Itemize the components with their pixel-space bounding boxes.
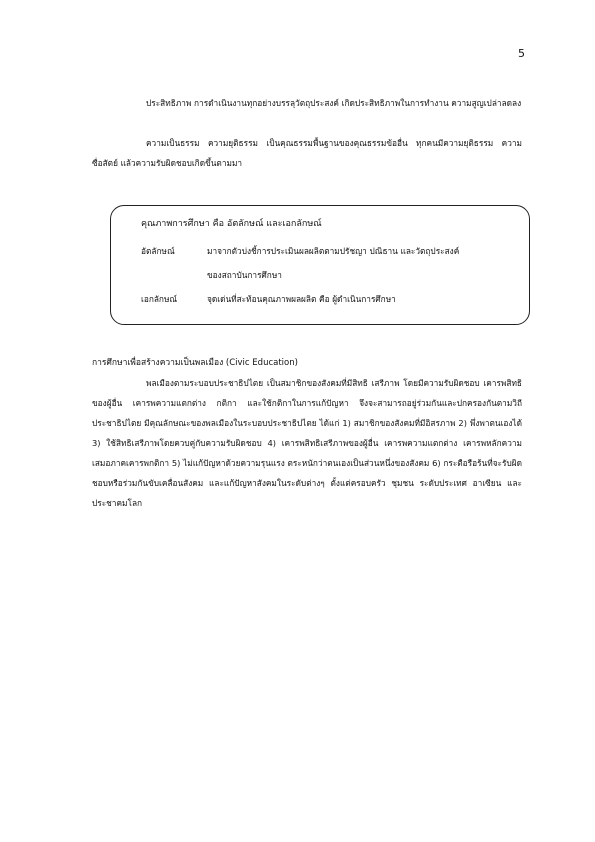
- paragraph-civic-citizen: [92, 373, 522, 513]
- paragraph-civic-citizen-text: พลเมืองตามระบอบประชาธิปไตย เป็นสมาชิกของสังคมที่มีสิทธิ เสรีภาพ โดยมีความรับผิดชอบ เคารพสิทธิของผู้อื่น เคารพความแตกต่าง กติกา และใช้กติกาในการแก้ปัญหา จึงจะสามารถอยู่ร่วมกันและปกครองกันตามวิถีประชาธิปไตย มีคุณลักษณะของพลเมืองในระบอบประชาธิปไตย ได้แก่ 1) สมาชิกของสังคมที่มีอิสรภาพ 2) พึ่งพาตนเองได้ 3) ใช้สิทธิเสรีภาพโดยควบคู่กับความรับผิดชอบ 4) เคารพสิทธิเสรีภาพของผู้อื่น เคารพความแตกต่าง เคารพหลักความเสมอภาคเคารพกติกา 5) ไม่แก้ปัญหาด้วยความรุนแรง ตระหนักว่าตนเองเป็นส่วนหนึ่งของสังคม 6) กระตือรือร้นที่จะรับผิดชอบหรือร่วมกันขับเคลื่อนสังคม และแก้ปัญหาสังคมในระดับต่างๆ ตั้งแต่ครอบครัว ชุมชน ระดับประเทศ อาเซียน และประชาคมโลก: [92, 378, 522, 508]
- definition-box: [110, 205, 530, 325]
- uniqueness-term: เอกลักษณ์: [141, 294, 178, 304]
- section-heading: การศึกษาเพื่อสร้างความเป็นพลเมือง (Civic Education): [92, 358, 298, 368]
- uniqueness-definition: จุดเด่นที่สะท้อนคุณภาพผลผลิต คือ ผู้ดำเนินการศึกษา: [207, 294, 396, 304]
- paragraph-efficiency-text: ประสิทธิภาพ การดำเนินงานทุกอย่างบรรลุวัตถุประสงค์ เกิดประสิทธิภาพในการทำงาน ความสูญเปล่าลดลง: [146, 98, 522, 108]
- paragraph-fairness-text: ความเป็นธรรม ความยุติธรรม เป็นคุณธรรมพื้นฐานของคุณธรรมข้ออื่น ทุกคนมีความยุติธรรม ความซื่อสัตย์ แล้วความรับผิดชอบเกิดขึ้นตามมา: [92, 138, 522, 168]
- identity-definition-line1: มาจากตัวบ่งชี้การประเมินผลผลิตตามปรัชญา ปณิธาน และวัตถุประสงค์: [207, 246, 460, 256]
- box-title: คุณภาพการศึกษา คือ อัตลักษณ์ และเอกลักษณ์: [141, 219, 322, 229]
- identity-definition-line2: ของสถาบันการศึกษา: [207, 270, 282, 280]
- page-number: 5: [518, 47, 525, 60]
- identity-term: อัตลักษณ์: [141, 246, 175, 256]
- paragraph-fairness: [92, 133, 522, 173]
- paragraph-efficiency: [92, 93, 522, 113]
